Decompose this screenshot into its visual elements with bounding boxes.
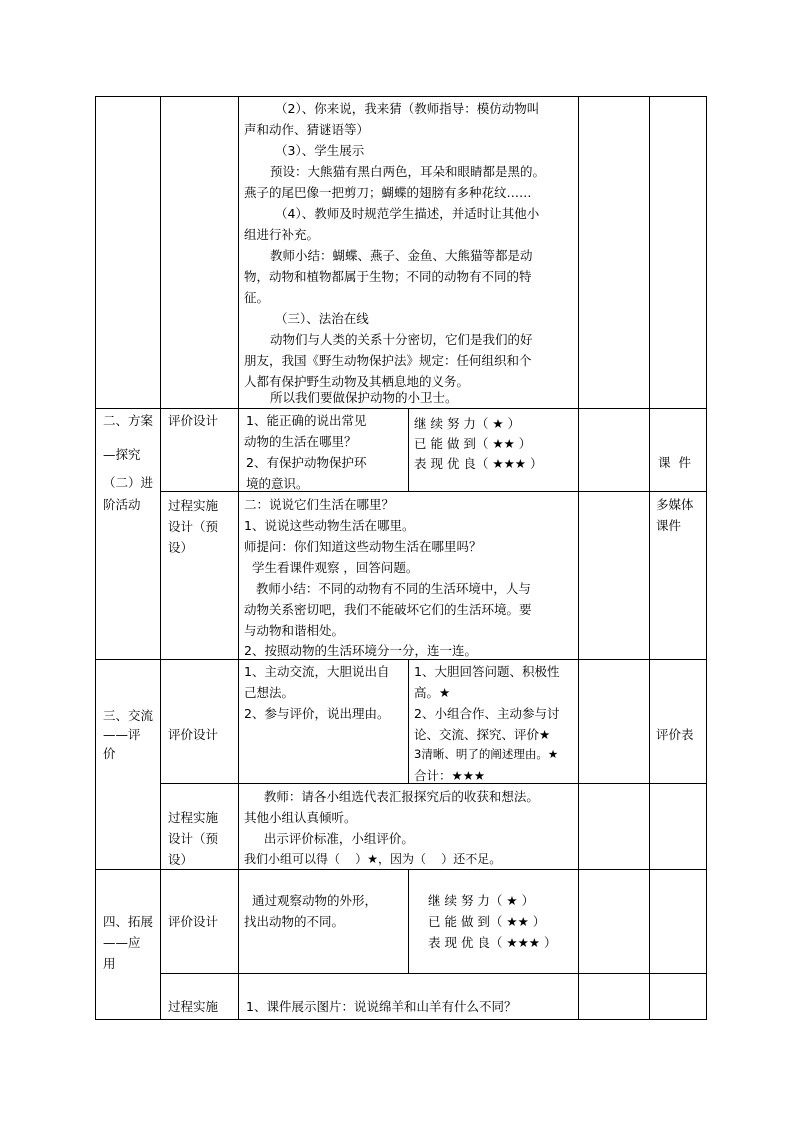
text-line: 1、大胆回答问题、积极性 [414, 664, 560, 679]
stage-label: 价 [103, 746, 116, 761]
eval-design-label: 评价设计 [168, 413, 219, 428]
text-line: 征。 [244, 290, 270, 305]
text-line: 师提问：你们知道这些动物生活在哪里吗？ [244, 539, 482, 554]
text-line: 3清晰、明了的阐述理由。★ [414, 747, 559, 761]
stage-label: 用 [103, 956, 116, 971]
text-line: 动物关系密切吧，我们不能破坏它们的生活环境。要 [244, 602, 532, 617]
text-line: 2、按照动物的生活环境分一分，连一连。 [244, 643, 477, 658]
level-line: 继 续 努 力（ ★ ） [428, 893, 535, 908]
text-line: 设） [168, 852, 194, 867]
text-line: （2）、你来说，我来猜（教师指导：模仿动物叫 [275, 101, 540, 116]
eval-divider [408, 659, 409, 783]
level-line: 已 能 做 到（ ★★ ） [414, 436, 532, 451]
level-line: 表 现 优 良（ ★★★ ） [428, 935, 557, 950]
text-line: 朋友，我国《野生动物保护法》规定：任何组织和个 [244, 353, 532, 368]
text-line: 己想法。 [244, 685, 295, 700]
eval-design-label: 评价设计 [168, 727, 219, 742]
resource-courseware: 课 件 [658, 455, 691, 470]
text-line: 教师：请各小组选代表汇报探究后的收获和想法。 [244, 789, 539, 804]
stage-label: ——评 [103, 727, 141, 742]
stage-label: —探究 [103, 447, 141, 462]
text-line: 动物们与人类的关系十分密切，它们是我们的好 [270, 332, 533, 347]
text-line: 学生看课件观察 ，回答问题。 [244, 560, 419, 575]
text-line: 过程实施 [168, 498, 219, 513]
resource-evaluation-form: 评价表 [656, 727, 694, 742]
text-line: 设） [168, 540, 194, 555]
text-line: 通过观察动物的外形， [244, 893, 377, 908]
process-text: 1、课件展示图片：说说绵羊和山羊有什么不同？ [246, 999, 517, 1014]
text-line: 论、交流、探究、评价★ [414, 727, 551, 742]
stage-label: 三、交流 [103, 708, 154, 723]
level-line: 已 能 做 到（ ★★ ） [428, 914, 546, 929]
text-line: 高。★ [414, 685, 451, 700]
text-line: 1、主动交流，大胆说出自 [244, 664, 390, 679]
stage-label: 四、拓展 [103, 914, 154, 929]
text-line: 燕子的尾巴像一把剪刀；蝴蝶的翅膀有多种花纹…… [244, 185, 532, 200]
text-line: 声和动作、猜谜语等） [244, 122, 370, 137]
stage-label: 阶活动 [103, 497, 141, 512]
text-line: 二：说说它们生活在哪里？ [244, 497, 395, 512]
text-line: 教师小结：蝴蝶、燕子、金鱼、大熊猫等都是动 [270, 248, 533, 263]
column-divider [160, 96, 161, 1020]
table-border-top [95, 96, 707, 97]
column-divider [649, 96, 650, 1020]
text-line: 其他小组认真倾听。 [244, 810, 357, 825]
text-line: 2、参与评价，说出理由。 [244, 706, 390, 721]
stage-label: 二、方案 [103, 413, 154, 428]
row-divider [160, 973, 707, 974]
table-border-right [706, 96, 707, 1020]
eval-divider [408, 408, 409, 492]
text-line: 所以我们要做保护动物的小卫士。 [270, 390, 458, 405]
level-line: 继 续 努 力（ ★ ） [414, 416, 521, 431]
text-line: （三）、法治在线 [275, 311, 369, 326]
text-line: 教师小结：不同的动物有不同的生活环境中，人与 [244, 581, 531, 596]
text-line: （3）、学生展示 [275, 143, 365, 158]
table-border-bottom [95, 1019, 707, 1020]
text-line: 多媒体 [656, 497, 694, 512]
stage-label: （二）进 [103, 475, 154, 490]
stage-label: ——应 [103, 935, 141, 950]
text-line: 设计（预 [168, 519, 219, 534]
text-line: 2、小组合作、主动参与讨 [414, 706, 560, 721]
text-line: 人都有保护野生动物及其栖息地的义务。 [244, 374, 470, 389]
column-divider [238, 96, 239, 1020]
text-line: 与动物和谐相处。 [244, 623, 345, 638]
text-line: 2、有保护动物保护环 [246, 455, 367, 470]
text-line: 合计：★★★ [414, 768, 486, 783]
text-line: 动物的生活在哪里？ [244, 434, 357, 449]
eval-divider [408, 869, 409, 973]
text-line: 过程实施 [168, 810, 219, 825]
text-line: 出示评价标准，小组评价。 [244, 831, 414, 846]
eval-design-label: 评价设计 [168, 914, 219, 929]
row-divider [95, 408, 707, 409]
text-line: 境的意识。 [246, 476, 309, 491]
text-line: 找出动物的不同。 [244, 914, 345, 929]
text-line: 1、能正确的说出常见 [246, 413, 367, 428]
row-divider [160, 491, 707, 492]
table-border-left [95, 96, 96, 1020]
text-line: 我们小组可以得（ ）★，因为（ ）还不足。 [244, 852, 502, 866]
text-line: 组进行补充。 [244, 227, 320, 242]
text-line: （4）、教师及时规范学生描述，并适时让其他小 [275, 206, 540, 221]
column-divider [578, 96, 579, 1020]
text-line: 物，动物和植物都属于生物；不同的动物有不同的特 [244, 269, 532, 284]
text-line: 预设：大熊猫有黑白两色，耳朵和眼睛都是黑的。 [270, 164, 546, 179]
text-line: 1、说说这些动物生活在哪里。 [244, 518, 415, 533]
level-line: 表 现 优 良（ ★★★ ） [414, 456, 543, 471]
process-label: 过程实施 [168, 999, 219, 1014]
text-line: 课件 [656, 518, 682, 533]
text-line: 设计（预 [168, 831, 219, 846]
